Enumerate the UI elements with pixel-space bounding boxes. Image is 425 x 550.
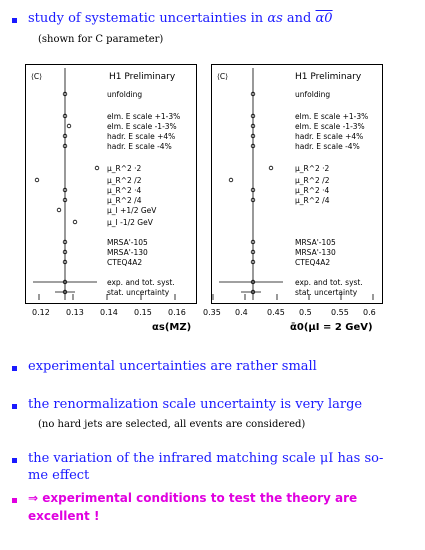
- left-marker: [35, 178, 39, 182]
- left-row-label: μ_I -1/2 GeV: [106, 217, 153, 227]
- xtick-label: 0.15: [134, 308, 152, 317]
- left-row-label: hadr. E scale +4%: [106, 131, 175, 141]
- right-row-label: elm. E scale -1-3%: [294, 121, 365, 131]
- right-row-label: μ_R^2 ·2: [294, 163, 329, 173]
- right-corner-label: ⟨C⟩: [216, 71, 228, 81]
- bullet-square: [12, 366, 17, 371]
- xtick-label: 0.45: [267, 308, 285, 317]
- left-row-labels: [107, 90, 180, 297]
- left-marker: [73, 220, 77, 224]
- right-row-labels: [295, 90, 368, 297]
- left-marker: [67, 124, 71, 128]
- bullet-2: the renormalization scale uncertainty is very large: [28, 397, 363, 412]
- left-row-label: elm. E scale -1-3%: [106, 121, 177, 131]
- right-row-label: μ_R^2 /4: [294, 195, 329, 205]
- right-xlabel: ᾱ0(μI = 2 GeV): [290, 322, 373, 333]
- left-row-label: μ_I +1/2 GeV: [106, 205, 156, 215]
- xtick-label: 0.12: [32, 308, 50, 317]
- right-row-label: CTEQ4A2: [294, 257, 330, 267]
- xtick-label: 0.6: [363, 308, 376, 317]
- right-row-label: exp. and tot. syst.: [294, 277, 363, 287]
- left-row-label: MRSA'-130: [106, 247, 148, 257]
- bullet-4-line1: ⇒ experimental conditions to test the theory are: [28, 491, 358, 505]
- right-markers: [219, 92, 283, 294]
- left-row-label: elm. E scale +1-3%: [106, 111, 180, 121]
- right-row-label: μ_R^2 ·4: [294, 185, 329, 195]
- left-row-label: CTEQ4A2: [106, 257, 142, 267]
- left-marker: [95, 166, 99, 170]
- right-plot-panel: [211, 64, 383, 304]
- bullet-1: experimental uncertainties are rather small: [28, 359, 317, 374]
- left-xlabel: αs(MZ): [152, 322, 192, 333]
- bullet-2-note: (no hard jets are selected, all events are considered): [38, 419, 306, 430]
- right-row-label: elm. E scale +1-3%: [294, 111, 368, 121]
- xtick-label: 0.14: [100, 308, 118, 317]
- bullet-4-line2: excellent !: [28, 509, 100, 523]
- bullet-square: [12, 458, 17, 463]
- left-row-label: μ_R^2 ·4: [106, 185, 141, 195]
- bullet-3-line2: me effect: [28, 468, 90, 483]
- left-corner-label: ⟨C⟩: [30, 71, 42, 81]
- right-row-label: hadr. E scale +4%: [294, 131, 363, 141]
- xtick-label: 0.35: [203, 308, 221, 317]
- left-plot-svg: [25, 64, 197, 304]
- right-row-label: μ_R^2 /2: [294, 175, 329, 185]
- left-marker: [57, 208, 61, 212]
- left-row-label: MRSA'-105: [106, 237, 148, 247]
- left-row-label: μ_R^2 /4: [106, 195, 141, 205]
- left-row-label: stat. uncertainty: [106, 287, 169, 297]
- bullet-square: [12, 404, 17, 409]
- left-row-label: hadr. E scale -4%: [106, 141, 172, 151]
- bullet-square: [12, 498, 17, 503]
- alpha-s-symbol: αs: [267, 11, 283, 26]
- left-markers: [33, 92, 99, 294]
- left-plot-panel: [25, 64, 197, 304]
- right-row-label: MRSA'-105: [294, 237, 336, 247]
- header-line: [28, 11, 333, 26]
- bullet-square: [12, 18, 17, 23]
- header-subnote: (shown for C parameter): [38, 34, 164, 45]
- right-row-label: hadr. E scale -4%: [294, 141, 360, 151]
- bullet-3-line1: the variation of the infrared matching scale μI has so-: [28, 451, 384, 466]
- left-row-label: exp. and tot. syst.: [106, 277, 175, 287]
- right-row-label: stat. uncertainty: [294, 287, 357, 297]
- alpha0-symbol: α0: [315, 11, 333, 26]
- left-row-label: unfolding: [106, 89, 142, 99]
- left-row-label: μ_R^2 /2: [106, 175, 141, 185]
- xtick-label: 0.55: [331, 308, 349, 317]
- right-marker: [269, 166, 273, 170]
- xtick-label: 0.16: [168, 308, 186, 317]
- right-row-label: unfolding: [294, 89, 330, 99]
- header-and: and: [286, 11, 312, 26]
- right-title: H1 Preliminary: [294, 71, 361, 82]
- left-title: H1 Preliminary: [108, 71, 175, 82]
- xtick-label: 0.4: [235, 308, 248, 317]
- right-plot-svg: [211, 64, 383, 304]
- header-title: study of systematic uncertainties in: [28, 11, 264, 26]
- xtick-label: 0.13: [66, 308, 84, 317]
- xtick-label: 0.5: [299, 308, 312, 317]
- left-row-label: μ_R^2 ·2: [106, 163, 141, 173]
- right-marker: [229, 178, 233, 182]
- right-row-label: MRSA'-130: [294, 247, 336, 257]
